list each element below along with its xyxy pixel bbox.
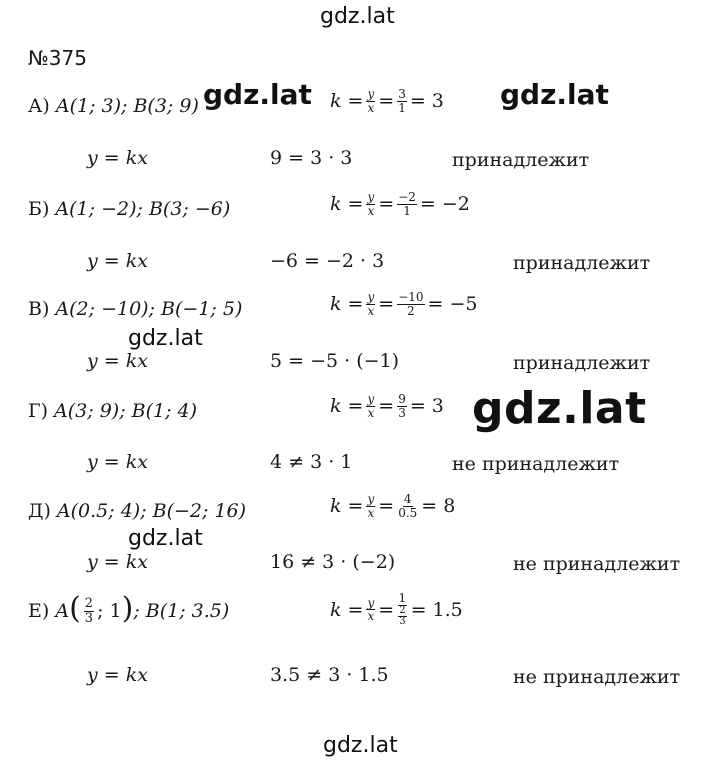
row-d-points: A(0.5; 4); B(−2; 16)	[56, 500, 247, 522]
row-a-result: принадлежит	[452, 149, 590, 171]
row-e-point-a-fraction: $\frac{2}{3}$	[84, 595, 94, 626]
row-e-points-line: Е) A ( $\frac{2}{3}$ ; 1 ) ; B(1; 3.5)	[28, 591, 230, 626]
row-g-k-expression: k = $\frac{y}{x}$ = $\frac{9}{3}$ = 3	[330, 392, 444, 420]
row-a-k-expression: k = $\frac{y}{x}$ = $\frac{3}{1}$ = 3	[330, 87, 444, 115]
row-v-fraction-yx: $\frac{y}{x}$	[367, 290, 375, 318]
row-d-formula: y = kx	[87, 551, 148, 573]
row-e-fraction-value: $\frac{1}{\frac{2}{3}}$	[398, 591, 407, 628]
row-b-k-expression: k = $\frac{y}{x}$ = $\frac{-2}{1}$ = −2	[330, 190, 470, 218]
row-b-check: −6 = −2 · 3	[270, 250, 385, 272]
watermark-row-d: gdz.lat	[128, 526, 203, 551]
row-d-check: 16 ≠ 3 · (−2)	[270, 551, 396, 573]
row-d-label: Д)	[28, 500, 51, 522]
row-b-k-result: = −2	[419, 193, 470, 216]
row-e-formula: y = kx	[87, 664, 148, 686]
row-b-fraction-value: $\frac{-2}{1}$	[398, 190, 416, 218]
row-d-points-line	[28, 500, 246, 522]
row-a-label: А)	[28, 95, 50, 117]
row-d-k-result: = 8	[421, 495, 456, 518]
row-g-check: 4 ≠ 3 · 1	[270, 451, 353, 473]
row-d-fraction-value: $\frac{4}{0.5}$	[398, 492, 418, 520]
row-b-points-line	[28, 198, 230, 220]
row-d-fraction-yx: $\frac{y}{x}$	[367, 492, 375, 520]
row-d-k-expression: k = $\frac{y}{x}$ = $\frac{4}{0.5}$ = 8	[330, 492, 456, 520]
problem-number: №375	[28, 46, 87, 70]
row-b-label: Б)	[28, 198, 50, 220]
row-g-points: A(3; 9); B(1; 4)	[54, 400, 198, 422]
row-e-check: 3.5 ≠ 3 · 1.5	[270, 664, 389, 686]
watermark-row-a-left: gdz.lat	[200, 78, 315, 111]
row-a-points-line	[28, 95, 199, 117]
row-v-fraction-value: $\frac{-10}{2}$	[398, 290, 424, 318]
row-a-check: 9 = 3 · 3	[270, 147, 353, 169]
row-v-check: 5 = −5 · (−1)	[270, 350, 400, 372]
row-v-result: принадлежит	[513, 352, 651, 374]
row-g-result: не принадлежит	[452, 453, 620, 475]
row-v-formula: y = kx	[87, 350, 148, 372]
row-g-label: Г)	[28, 400, 48, 422]
row-g-fraction-yx: $\frac{y}{x}$	[367, 392, 375, 420]
row-g-points-line	[28, 400, 197, 422]
row-a-formula: y = kx	[87, 147, 148, 169]
row-e-label: Е)	[28, 600, 50, 622]
row-a-k-result: = 3	[409, 90, 444, 113]
row-e-k-expression: k = $\frac{y}{x}$ = $\frac{1}{\frac{2}{3}}$ = 1.5	[330, 591, 463, 628]
row-a-fraction-value: $\frac{3}{1}$	[398, 87, 406, 115]
watermark-row-g-large: gdz.lat	[472, 383, 647, 434]
row-b-result: принадлежит	[513, 252, 651, 274]
row-v-points: A(2; −10); B(−1; 5)	[55, 298, 243, 320]
row-b-points: A(1; −2); B(3; −6)	[55, 198, 231, 220]
row-g-k-result: = 3	[409, 395, 444, 418]
row-v-points-line	[28, 298, 242, 320]
watermark-bottom: gdz.lat	[323, 733, 398, 758]
row-e-k-result: = 1.5	[410, 598, 463, 621]
row-b-formula: y = kx	[87, 250, 148, 272]
row-v-k-expression: k = $\frac{y}{x}$ = $\frac{-10}{2}$ = −5	[330, 290, 478, 318]
row-d-result: не принадлежит	[513, 553, 681, 575]
watermark-row-v: gdz.lat	[128, 326, 203, 351]
row-v-label: В)	[28, 298, 50, 320]
row-v-k-result: = −5	[427, 293, 478, 316]
watermark-top: gdz.lat	[320, 4, 395, 29]
row-b-fraction-yx: $\frac{y}{x}$	[367, 190, 375, 218]
watermark-row-a-right: gdz.lat	[500, 78, 609, 111]
row-a-k-eq: k =	[330, 90, 364, 113]
row-e-result: не принадлежит	[513, 666, 681, 688]
row-e-fraction-yx: $\frac{y}{x}$	[367, 595, 375, 624]
row-a-points: A(1; 3); B(3; 9)	[55, 95, 199, 117]
row-g-fraction-value: $\frac{9}{3}$	[398, 392, 406, 420]
row-g-formula: y = kx	[87, 451, 148, 473]
row-a-fraction-yx: $\frac{y}{x}$	[367, 87, 375, 115]
